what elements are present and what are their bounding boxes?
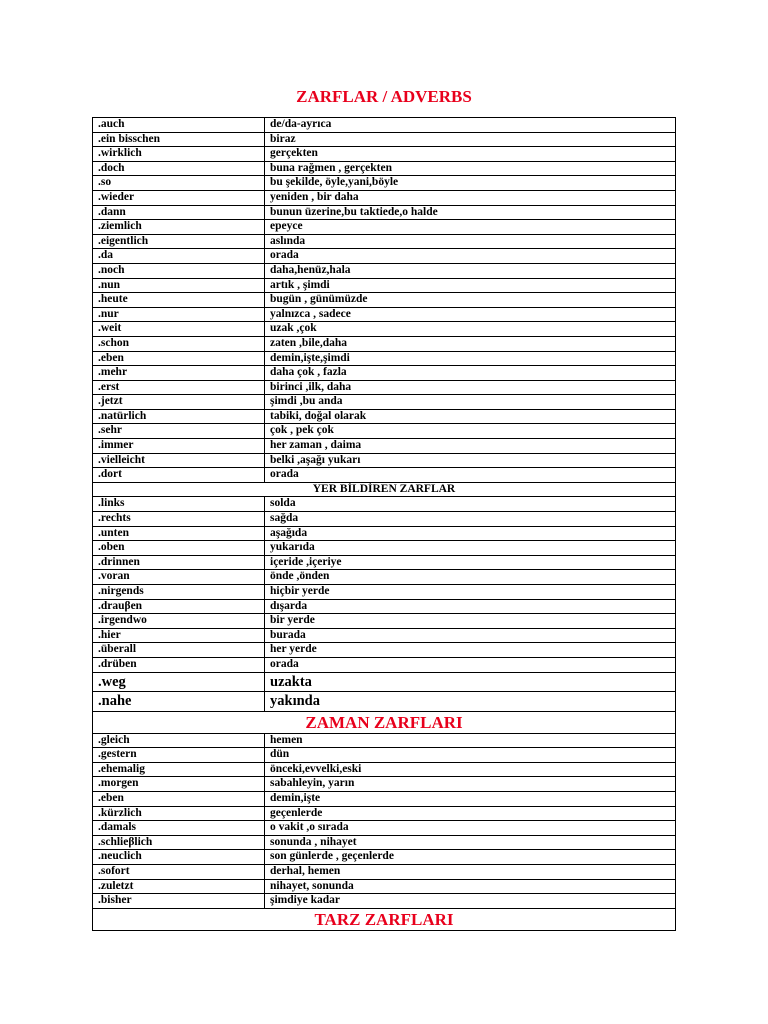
turkish-meaning: içeride ,içeriye: [265, 555, 676, 570]
turkish-meaning: aslında: [265, 234, 676, 249]
german-word: .gestern: [93, 748, 265, 763]
turkish-meaning: buna rağmen , gerçekten: [265, 161, 676, 176]
section-heading-manner: TARZ ZARFLARI: [93, 908, 676, 930]
turkish-meaning: daha çok , fazla: [265, 366, 676, 381]
table-row: [93, 132, 676, 147]
turkish-meaning: zaten ,bile,daha: [265, 336, 676, 351]
table-row: [93, 220, 676, 235]
table-row: [93, 234, 676, 249]
turkish-meaning: bunun üzerine,bu taktiede,o halde: [265, 205, 676, 220]
german-word: .immer: [93, 439, 265, 454]
section-heading-row: [93, 908, 676, 930]
german-word: .sehr: [93, 424, 265, 439]
german-word: .sofort: [93, 864, 265, 879]
table-row: [93, 380, 676, 395]
german-word: .heute: [93, 293, 265, 308]
turkish-meaning: uzakta: [265, 672, 676, 692]
german-word: .eben: [93, 791, 265, 806]
german-word: .wieder: [93, 190, 265, 205]
table-row: [93, 395, 676, 410]
german-word: .neuclich: [93, 850, 265, 865]
turkish-meaning: orada: [265, 468, 676, 483]
turkish-meaning: birinci ,ilk, daha: [265, 380, 676, 395]
german-word: .schon: [93, 336, 265, 351]
german-word: .kürzlich: [93, 806, 265, 821]
turkish-meaning: gerçekten: [265, 147, 676, 162]
turkish-meaning: dün: [265, 748, 676, 763]
turkish-meaning: bu şekilde, öyle,yani,böyle: [265, 176, 676, 191]
german-word: .nahe: [93, 692, 265, 712]
section-heading-row: [93, 711, 676, 733]
page-title: ZARFLAR / ADVERBS: [296, 87, 472, 106]
german-word: .rechts: [93, 512, 265, 527]
table-row: [93, 614, 676, 629]
turkish-meaning: yeniden , bir daha: [265, 190, 676, 205]
table-row: [93, 821, 676, 836]
turkish-meaning: solda: [265, 497, 676, 512]
adverb-table: [92, 117, 676, 931]
turkish-meaning: biraz: [265, 132, 676, 147]
turkish-meaning: önde ,önden: [265, 570, 676, 585]
table-row: [93, 628, 676, 643]
table-row: [93, 263, 676, 278]
table-row: [93, 850, 676, 865]
table-row: [93, 336, 676, 351]
table-row: [93, 205, 676, 220]
table-row: [93, 526, 676, 541]
turkish-meaning: yalnızca , sadece: [265, 307, 676, 322]
german-word: .vielleicht: [93, 453, 265, 468]
turkish-meaning: şimdiye kadar: [265, 894, 676, 909]
german-word: .weit: [93, 322, 265, 337]
turkish-meaning: son günlerde , geçenlerde: [265, 850, 676, 865]
german-word: .drinnen: [93, 555, 265, 570]
table-row: [93, 512, 676, 527]
table-row: [93, 643, 676, 658]
german-word: .nun: [93, 278, 265, 293]
turkish-meaning: artık , şimdi: [265, 278, 676, 293]
german-word: .bisher: [93, 894, 265, 909]
german-word: .morgen: [93, 777, 265, 792]
section-heading-place: YER BİLDİREN ZARFLAR: [93, 482, 676, 497]
turkish-meaning: bugün , günümüzde: [265, 293, 676, 308]
turkish-meaning: hemen: [265, 733, 676, 748]
table-row: [93, 791, 676, 806]
german-word: .zuletzt: [93, 879, 265, 894]
table-row: [93, 555, 676, 570]
turkish-meaning: orada: [265, 657, 676, 672]
table-row: [93, 585, 676, 600]
german-word: .links: [93, 497, 265, 512]
german-word: .oben: [93, 541, 265, 556]
table-row: [93, 249, 676, 264]
table-row: [93, 468, 676, 483]
table-row: [93, 366, 676, 381]
table-row: [93, 351, 676, 366]
german-word: .gleich: [93, 733, 265, 748]
table-row: [93, 278, 676, 293]
turkish-meaning: hiçbir yerde: [265, 585, 676, 600]
german-word: .erst: [93, 380, 265, 395]
table-row: [93, 497, 676, 512]
german-word: .ein bisschen: [93, 132, 265, 147]
table-row: [93, 879, 676, 894]
table-row: [93, 409, 676, 424]
german-word: .noch: [93, 263, 265, 278]
turkish-meaning: her yerde: [265, 643, 676, 658]
turkish-meaning: yakında: [265, 692, 676, 712]
turkish-meaning: belki ,aşağı yukarı: [265, 453, 676, 468]
german-word: .überall: [93, 643, 265, 658]
table-row: [93, 762, 676, 777]
section-heading-time: ZAMAN ZARFLARI: [93, 711, 676, 733]
table-row: [93, 894, 676, 909]
german-word: .jetzt: [93, 395, 265, 410]
table-row: [93, 322, 676, 337]
table-row: [93, 439, 676, 454]
german-word: .hier: [93, 628, 265, 643]
german-word: .drauβen: [93, 599, 265, 614]
turkish-meaning: de/da-ayrıca: [265, 118, 676, 133]
table-row: [93, 835, 676, 850]
turkish-meaning: demin,işte: [265, 791, 676, 806]
table-row: [93, 748, 676, 763]
turkish-meaning: nihayet, sonunda: [265, 879, 676, 894]
table-row: [93, 672, 676, 692]
german-word: .dann: [93, 205, 265, 220]
turkish-meaning: sonunda , nihayet: [265, 835, 676, 850]
table-row: [93, 307, 676, 322]
table-row: [93, 190, 676, 205]
turkish-meaning: bir yerde: [265, 614, 676, 629]
german-word: .nirgends: [93, 585, 265, 600]
german-word: .natürlich: [93, 409, 265, 424]
turkish-meaning: geçenlerde: [265, 806, 676, 821]
german-word: .irgendwo: [93, 614, 265, 629]
turkish-meaning: uzak ,çok: [265, 322, 676, 337]
table-row: [93, 541, 676, 556]
turkish-meaning: sabahleyin, yarın: [265, 777, 676, 792]
german-word: .dort: [93, 468, 265, 483]
table-row: [93, 147, 676, 162]
german-word: .weg: [93, 672, 265, 692]
table-row: [93, 657, 676, 672]
table-row: [93, 293, 676, 308]
german-word: .wirklich: [93, 147, 265, 162]
turkish-meaning: dışarda: [265, 599, 676, 614]
turkish-meaning: sağda: [265, 512, 676, 527]
turkish-meaning: her zaman , daima: [265, 439, 676, 454]
german-word: .so: [93, 176, 265, 191]
table-row: [93, 599, 676, 614]
turkish-meaning: burada: [265, 628, 676, 643]
table-row: [93, 806, 676, 821]
turkish-meaning: o vakit ,o sırada: [265, 821, 676, 836]
table-row: [93, 777, 676, 792]
turkish-meaning: aşağıda: [265, 526, 676, 541]
table-row: [93, 176, 676, 191]
table-row: [93, 161, 676, 176]
turkish-meaning: yukarıda: [265, 541, 676, 556]
german-word: .schlieβlich: [93, 835, 265, 850]
german-word: .ziemlich: [93, 220, 265, 235]
table-row: [93, 118, 676, 133]
table-row: [93, 424, 676, 439]
german-word: .ehemalig: [93, 762, 265, 777]
turkish-meaning: önceki,evvelki,eski: [265, 762, 676, 777]
turkish-meaning: derhal, hemen: [265, 864, 676, 879]
turkish-meaning: daha,henüz,hala: [265, 263, 676, 278]
german-word: .nur: [93, 307, 265, 322]
table-row: [93, 692, 676, 712]
table-row: [93, 733, 676, 748]
turkish-meaning: tabiki, doğal olarak: [265, 409, 676, 424]
german-word: .voran: [93, 570, 265, 585]
german-word: .da: [93, 249, 265, 264]
turkish-meaning: şimdi ,bu anda: [265, 395, 676, 410]
german-word: .drüben: [93, 657, 265, 672]
german-word: .damals: [93, 821, 265, 836]
turkish-meaning: çok , pek çok: [265, 424, 676, 439]
table-row: [93, 453, 676, 468]
table-row: [93, 570, 676, 585]
turkish-meaning: epeyce: [265, 220, 676, 235]
german-word: .auch: [93, 118, 265, 133]
german-word: .eigentlich: [93, 234, 265, 249]
german-word: .eben: [93, 351, 265, 366]
german-word: .doch: [93, 161, 265, 176]
german-word: .unten: [93, 526, 265, 541]
turkish-meaning: orada: [265, 249, 676, 264]
turkish-meaning: demin,işte,şimdi: [265, 351, 676, 366]
german-word: .mehr: [93, 366, 265, 381]
table-row: [93, 864, 676, 879]
section-heading-row: [93, 482, 676, 497]
